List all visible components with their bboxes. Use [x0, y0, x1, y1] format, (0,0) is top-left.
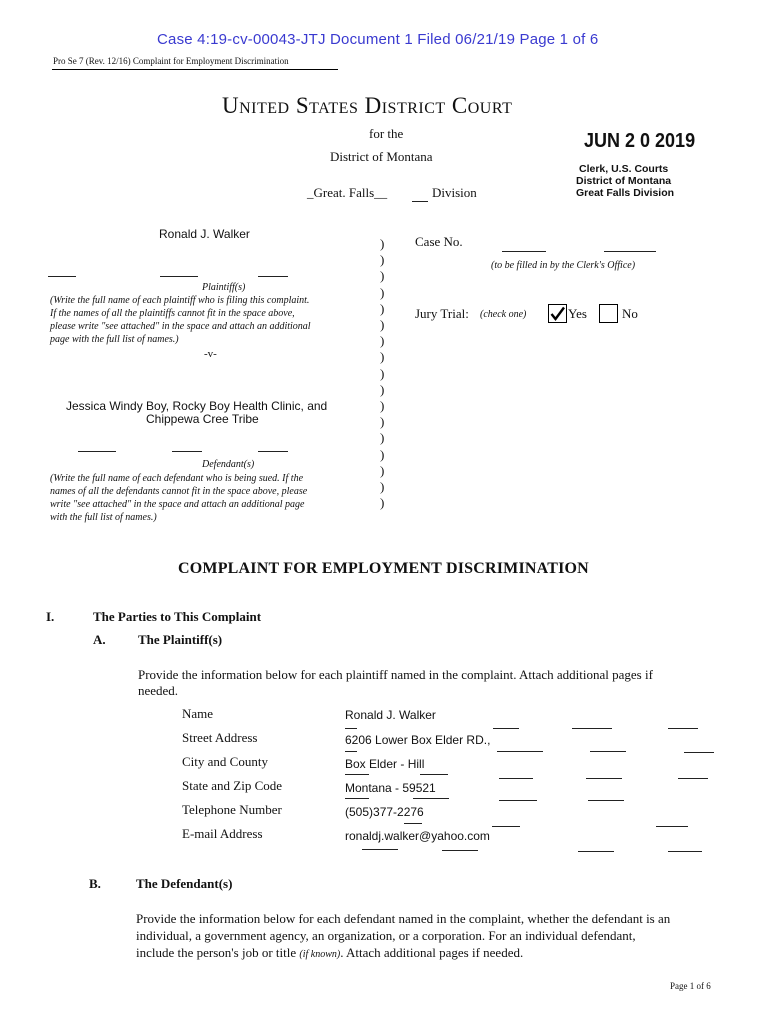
jury-no-label: No	[622, 306, 638, 321]
defendant-info-instructions-1: Provide the information below for each defendant named in the complaint, whether the defendant is an	[136, 911, 671, 926]
case-no-label: Case No.	[415, 234, 463, 249]
plaintiff-instructions-4: page with the full list of names.)	[50, 334, 179, 345]
plaintiff-blank-2	[160, 276, 198, 277]
form-blank	[684, 752, 714, 753]
caption-parentheses: ) ) ) ) ) ) ) ) ) ) ) ) ) ) ) ) )	[380, 236, 385, 511]
for-the-label: for the	[369, 126, 404, 141]
defendant-blank-3	[258, 451, 288, 452]
defendant-info-instructions-2: individual, a government agency, an organization, or a corporation. For an individual defendant,	[136, 928, 636, 943]
defendant-info-instructions-3: include the person's job or title (if known). Attach additional pages if needed.	[136, 945, 524, 960]
subsection-b-title: The Defendant(s)	[136, 876, 233, 891]
plaintiff-info-instructions-2: needed.	[138, 683, 179, 698]
form-blank	[668, 728, 698, 729]
defendant-label: Defendant(s)	[202, 459, 255, 470]
street-address-label: Street Address	[182, 730, 258, 745]
district-name: District of Montana	[330, 149, 433, 164]
form-identifier: Pro Se 7 (Rev. 12/16) Complaint for Employment Discrimination	[53, 56, 289, 66]
section-i-number: I.	[46, 609, 55, 624]
email-value[interactable]: ronaldj.walker@yahoo.com	[345, 829, 490, 843]
plaintiff-instructions-3: please write "see attached" in the space and attach an additional	[50, 321, 311, 332]
plaintiff-instructions-2: If the names of all the plaintiffs cannot fit in the space above,	[50, 308, 295, 319]
street-address-value[interactable]: 6206 Lower Box Elder RD.,	[345, 733, 491, 747]
section-i-title: The Parties to This Complaint	[93, 609, 262, 624]
defendant-instructions-3: write "see attached" in the space and attach an additional page	[50, 499, 305, 510]
defendant-instructions-1: (Write the full name of each defendant who is being sued. If the	[50, 473, 304, 484]
defendant-instructions-2: names of all the defendants cannot fit in the space above, please	[50, 486, 308, 497]
form-blank	[656, 826, 688, 827]
email-label: E-mail Address	[182, 826, 263, 841]
form-blank	[345, 798, 369, 799]
checkmark-icon	[549, 305, 566, 322]
division-blank	[412, 201, 428, 202]
subsection-b-letter: B.	[89, 876, 101, 891]
header-rule	[52, 69, 338, 70]
city-county-value[interactable]: Box Elder - Hill	[345, 757, 425, 771]
form-blank	[492, 826, 520, 827]
name-label: Name	[182, 706, 214, 721]
jury-yes-label: Yes	[568, 306, 587, 321]
form-blank	[345, 751, 357, 752]
form-blank	[678, 778, 708, 779]
plaintiff-name: Ronald J. Walker	[159, 227, 250, 241]
form-blank	[499, 800, 537, 801]
defendant-names-line1: Jessica Windy Boy, Rocky Boy Health Clinic, and	[66, 399, 328, 413]
form-blank	[362, 849, 398, 850]
complaint-title: COMPLAINT FOR EMPLOYMENT DISCRIMINATION	[178, 560, 589, 577]
subsection-a-letter: A.	[93, 632, 106, 647]
form-blank	[590, 751, 626, 752]
form-blank	[572, 728, 612, 729]
form-blank	[668, 851, 702, 852]
name-value[interactable]: Ronald J. Walker	[345, 708, 436, 722]
form-blank	[586, 778, 622, 779]
plaintiff-label: Plaintiff(s)	[202, 282, 246, 293]
state-zip-value[interactable]: Montana - 59521	[345, 781, 436, 795]
case-no-note: (to be filled in by the Clerk's Office)	[491, 260, 636, 271]
telephone-value[interactable]: (505)377-2276	[345, 805, 424, 819]
received-stamp-line3: Great Falls Division	[576, 187, 675, 199]
case-no-blank-2[interactable]	[604, 251, 656, 252]
state-zip-label: State and Zip Code	[182, 778, 283, 793]
form-blank	[345, 728, 357, 729]
jury-yes-checkbox[interactable]	[548, 304, 567, 323]
ecf-filing-stamp: Case 4:19-cv-00043-JTJ Document 1 Filed 06/21/19 Page 1 of 6	[157, 31, 599, 48]
telephone-label: Telephone Number	[182, 802, 282, 817]
form-blank	[345, 774, 369, 775]
form-blank	[588, 800, 624, 801]
jury-trial-label: Jury Trial:	[415, 306, 469, 321]
defendant-blank-1	[78, 451, 116, 452]
division-value: _Great. Falls__	[307, 185, 388, 200]
court-name: United States District Court	[222, 93, 513, 118]
form-blank	[420, 774, 448, 775]
subsection-a-title: The Plaintiff(s)	[138, 632, 223, 647]
form-blank	[578, 851, 614, 852]
division-label: Division	[432, 185, 477, 200]
received-stamp-date: JUN 2 0 2019	[584, 130, 696, 152]
defendant-names-line2: Chippewa Cree Tribe	[146, 412, 259, 426]
plaintiff-blank-1	[48, 276, 76, 277]
plaintiff-blank-3	[258, 276, 288, 277]
form-blank	[497, 751, 543, 752]
received-stamp-line1: Clerk, U.S. Courts	[579, 163, 669, 175]
form-blank	[413, 798, 449, 799]
form-blank	[499, 778, 533, 779]
form-blank	[442, 850, 478, 851]
form-blank	[493, 728, 519, 729]
versus: -v-	[204, 348, 217, 360]
case-no-blank-1[interactable]	[502, 251, 546, 252]
defendant-blank-2	[172, 451, 202, 452]
defendant-instructions-4: with the full list of names.)	[50, 512, 157, 523]
received-stamp-line2: District of Montana	[576, 175, 672, 187]
jury-trial-hint: (check one)	[480, 309, 527, 320]
plaintiff-info-instructions-1: Provide the information below for each plaintiff named in the complaint. Attach additional pages if	[138, 667, 653, 682]
plaintiff-instructions-1: (Write the full name of each plaintiff who is filing this complaint.	[50, 295, 310, 306]
jury-no-checkbox[interactable]	[599, 304, 618, 323]
if-known-note: (if known)	[299, 949, 341, 960]
city-county-label: City and County	[182, 754, 268, 769]
page-number: Page 1 of 6	[670, 981, 711, 991]
form-blank	[404, 823, 422, 824]
